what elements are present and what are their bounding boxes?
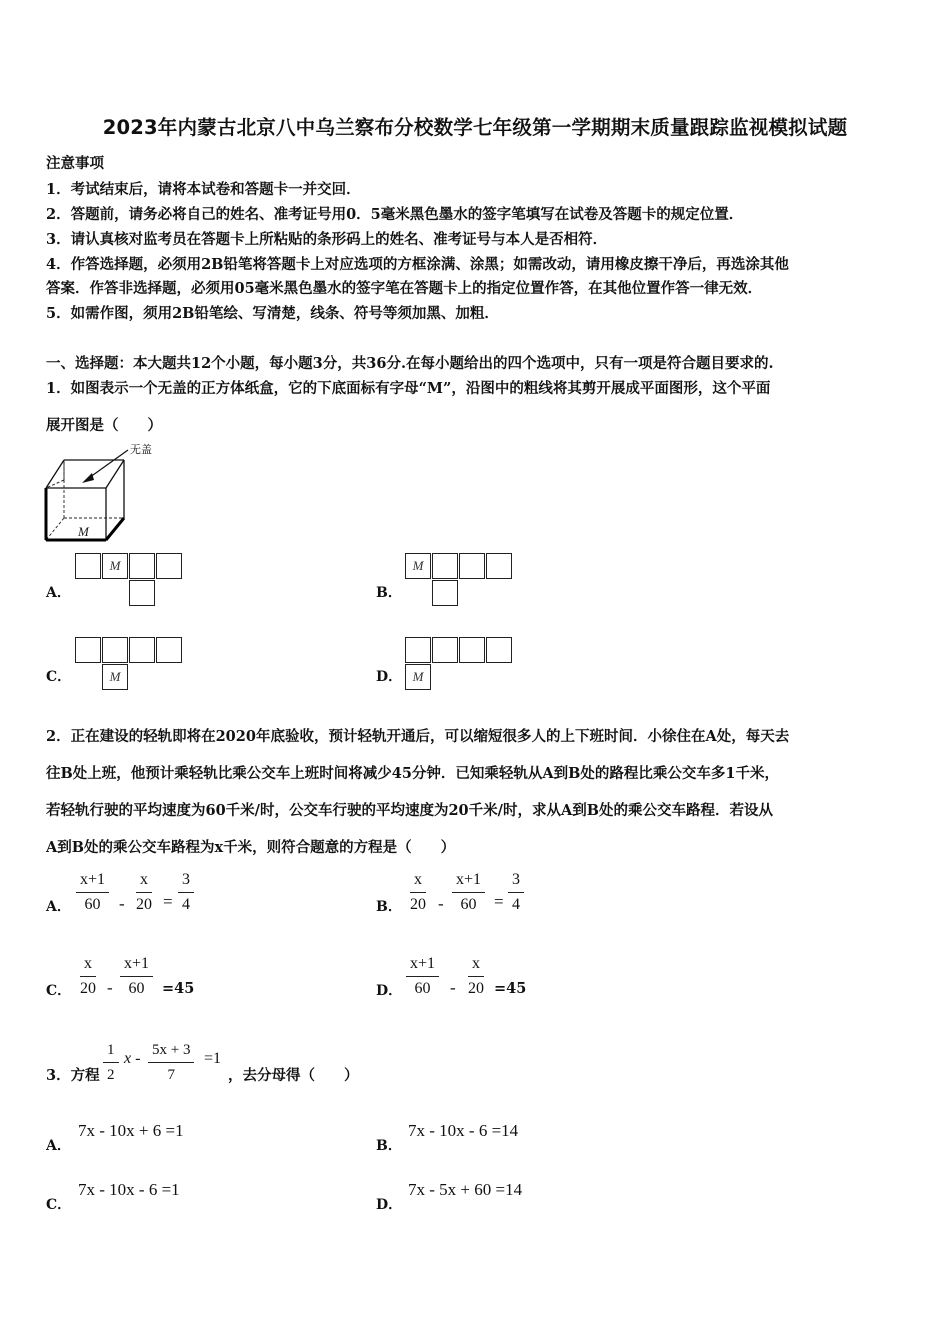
net-square-m: M: [405, 553, 431, 579]
net-square: [432, 553, 458, 579]
notice-item-5: 5．如需作图，须用2B铅笔绘、写清楚，线条、符号等须加黑、加粗．: [46, 305, 499, 322]
q1-option-d-label: D．: [376, 669, 403, 685]
q3-mid-term: x -: [124, 1050, 141, 1067]
notice-item-4-cont: 答案．作答非选择题，必须用05毫米黑色墨水的签字笔在答题卡上的指定位置作答，在其他位置作答一律无效．: [46, 280, 763, 297]
net-square: [486, 553, 512, 579]
q2-b-equals: =: [494, 892, 504, 911]
q3-option-c-label[interactable]: C．: [46, 1197, 72, 1213]
net-square: [129, 637, 155, 663]
open-cube-figure: [40, 438, 190, 546]
q2-a-fraction-2: $\frac{x}{20}$: [136, 871, 152, 913]
q2-d-minus: -: [450, 978, 456, 997]
net-square: [156, 637, 182, 663]
q2-d-fraction-1: $\frac{x+1}{60}$: [406, 954, 439, 999]
open-top-label: 无盖: [130, 443, 152, 456]
q2-a-minus: -: [119, 894, 125, 913]
q1-text-line2: 展开图是（ ）: [46, 417, 162, 434]
net-square: [156, 553, 182, 579]
net-square-m: M: [405, 664, 431, 690]
q2-c-fraction-1: $\frac{x}{20}$: [80, 955, 96, 997]
net-square: [486, 637, 512, 663]
q2-option-c-label[interactable]: C．: [46, 983, 72, 999]
net-square: [459, 553, 485, 579]
q2-d-fraction-2: $\frac{x}{20}$: [468, 955, 484, 997]
q3-option-b-expr: 7x - 10x - 6 =14: [408, 1121, 519, 1140]
page-title: 2023年内蒙古北京八中乌兰察布分校数学七年级第一学期期末质量跟踪监视模拟试题: [102, 116, 848, 139]
q2-b-fraction-3: $\frac{3}{4}$: [508, 870, 524, 915]
q2-text-line2: 往B处上班，他预计乘轻轨比乘公交车上班时间将减少45分钟．已知乘轻轨从A到B处的路程比乘公交车多1千米，: [46, 765, 780, 782]
section-heading: 一、选择题：本大题共12个小题，每小题3分，共36分.在每小题给出的四个选项中，只有一项是符合题目要求的.: [46, 355, 774, 372]
notice-heading: 注意事项: [46, 155, 104, 172]
net-square: [75, 637, 101, 663]
net-square: [405, 637, 431, 663]
cube-letter-m: M: [78, 524, 89, 539]
q3-option-a-label[interactable]: A．: [46, 1138, 71, 1154]
net-square: [459, 637, 485, 663]
notice-item-1: 1．考试结束后，请将本试卷和答题卡一并交回．: [46, 181, 361, 198]
net-square: [102, 637, 128, 663]
q3-option-b-label[interactable]: B．: [376, 1138, 402, 1154]
notice-item-3: 3．请认真核对监考员在答题卡上所粘贴的条形码上的姓名、准考证号与本人是否相符．: [46, 231, 608, 248]
q2-a-equals: =: [163, 892, 173, 911]
net-square: [75, 553, 101, 579]
notice-item-4: 4．作答选择题，必须用2B铅笔将答题卡上对应选项的方框涂满、涂黑；如需改动，请用橡皮擦干净后，再选涂其他: [46, 256, 789, 273]
q2-option-b-label[interactable]: B．: [376, 899, 402, 915]
q2-a-fraction-3: $\frac{3}{4}$: [178, 870, 194, 915]
q3-option-a-expr: 7x - 10x + 6 =1: [78, 1121, 184, 1140]
q1-option-a-label: A．: [46, 585, 71, 601]
q2-a-fraction-1: $\frac{x+1}{60}$: [76, 870, 109, 915]
q2-text-line3: 若轻轨行驶的平均速度为60千米/时，公交车行驶的平均速度为20千米/时，求从A到B处的乘公交车路程．若设从: [46, 802, 773, 819]
notice-item-2: 2．答题前，请务必将自己的姓名、准考证号用0．5毫米黑色墨水的签字笔填写在试卷及答题卡的规定位置．: [46, 206, 744, 223]
q2-d-rhs: =45: [494, 980, 527, 997]
q3-option-d-expr: 7x - 5x + 60 =14: [408, 1180, 523, 1199]
q3-suffix: ，去分母得（ ）: [228, 1067, 359, 1084]
net-square-m: M: [102, 664, 128, 690]
q3-option-c-expr: 7x - 10x - 6 =1: [78, 1180, 180, 1199]
q2-c-rhs: =45: [162, 980, 195, 997]
q1-text-line1: 1．如图表示一个无盖的正方体纸盒，它的下底面标有字母“M”，沿图中的粗线将其剪开展成平面图形，这个平面: [46, 380, 771, 397]
q3-option-d-label[interactable]: D．: [376, 1197, 403, 1213]
net-square-m: M: [102, 553, 128, 579]
q2-option-d-label[interactable]: D．: [376, 983, 403, 999]
q2-b-minus: -: [438, 894, 444, 913]
q3-fraction-main: $\frac{5x + 3}{7}$: [148, 1040, 194, 1085]
q1-option-b-label: B．: [376, 585, 402, 601]
q2-b-fraction-1: $\frac{x}{20}$: [410, 871, 426, 913]
q3-fraction-half: $\frac{1}{2}$: [103, 1040, 119, 1085]
q2-b-fraction-2: $\frac{x+1}{60}$: [452, 870, 485, 915]
q2-c-minus: -: [107, 978, 113, 997]
q3-rhs: =1: [204, 1050, 222, 1067]
q1-option-c-label: C．: [46, 669, 72, 685]
q2-text-line4: A到B处的乘公交车路程为x千米，则符合题意的方程是（ ）: [46, 839, 456, 856]
q2-c-fraction-2: $\frac{x+1}{60}$: [120, 954, 153, 999]
net-square: [432, 637, 458, 663]
q2-option-a-label[interactable]: A．: [46, 899, 71, 915]
net-square: [432, 580, 458, 606]
q3-prefix: 3．方程: [46, 1067, 100, 1084]
net-square: [129, 580, 155, 606]
q2-text-line1: 2．正在建设的轻轨即将在2020年底验收，预计轻轨开通后，可以缩短很多人的上下班时间．小徐住在A处，每天去: [46, 728, 790, 745]
net-square: [129, 553, 155, 579]
